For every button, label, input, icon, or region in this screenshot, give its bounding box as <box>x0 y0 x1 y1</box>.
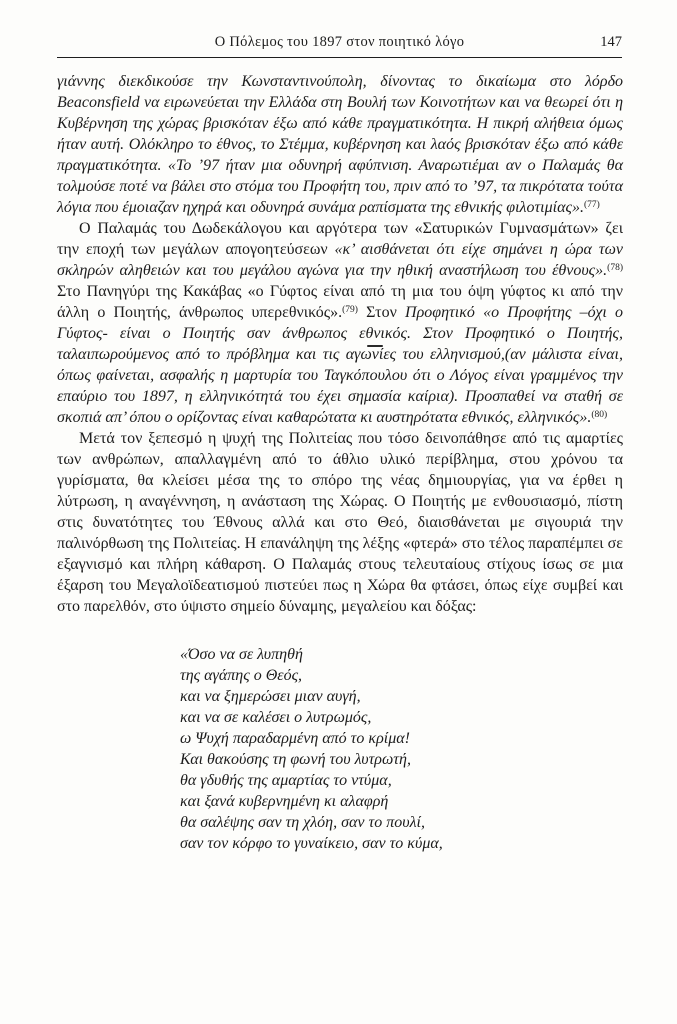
footnote-ref: (78) <box>607 263 623 273</box>
text-run: γιάννης διεκδικούσε την Κωνσταντινούπολη, δίνοντας το δικαίωμα στο λόρδο Beaconsfield να ειρωνεύεται την Ελλάδα στη Βουλή των Κοινοτήτων και να θεωρεί ότι η Κυβέρνηση της χώρας βρισκόταν έξω από κάθε πραγματικότητα. Η πικρή αλήθεια όμως ήταν αυτή. Ολόκληρο το έθνος, το Στέμμα, κυβέρνηση και λαός βρισκόταν έξω από κάθε πραγματικότητα. «Το ’97 ήταν μια οδυνηρή αφύπνιση. Αναρωτιέμαι αν ο Παλαμάς θα τολμούσε ποτέ να βάλει στο στόμα του Προφήτη του, πριν από το ’97, τα πικρότατα τούτα λόγια που έμοιαζαν ηχηρά και οδυνηρά συνάμα ραπίσματα της εθνικής φιλοτιμίας». <box>57 73 623 216</box>
text-run: «κ’ αισθάνεται ότι είχε σημάνει η ώρα των σκληρών αληθειών και του μεγάλου αγώνα για την ηθική αναστήλωση του έθνους». <box>57 241 624 279</box>
poem-line: της αγάπης ο Θεός, <box>180 667 303 684</box>
text-run: Προφητικό «ο Προφήτης –όχι ο Γύφτος- είναι ο Ποιητής σαν άνθρωπος εθνικός. Στον Προφητικό ο Ποιητής, ταλαιπωρούμενος από το πρόβλημα και τις αγωνίες του ελληνισμού,(αν μάλιστα είναι, όπως φαίνεται, ασφαλής η μαρτυρία του Ταγκόπουλου ότι ο Λόγος είναι γραμμένος την επαύριο του 1897, η ελληνικότητά του έχει σημασία καίρια). Προσπαθεί να σταθή σε σκοπιά απ’ όπου ο ορίζοντας είναι καθαρώτατα κι αυστηρότατα εθνικός, ελληνικός». <box>57 304 624 426</box>
text-run: Στον <box>357 304 406 321</box>
poem-line: ω Ψυχή παραδαρμένη από το κρίμα! <box>180 730 410 747</box>
text-run: Στο Πανηγύρι της Κακάβας «ο Γύφτος είναι από τη μια του όψη γύφτος κι από την άλλη ο Ποιητής, άνθρωπος υπερεθνικός». <box>57 283 623 321</box>
body-text <box>57 71 623 617</box>
text-run: Μετά τον ξεπεσμό η ψυχή της Πολιτείας που τόσο δεινοπάθησε από τις αμαρτίες των ανθρώπων, απαλλαγμένη από το άθλιο υλικό περίβλημα, στου χρόνου τα γυρίσματα, θα κλείσει μέσα της το σπόρο της νέας δημιουργίας, για να έρθει η λύτρωση, η αναγέννηση, η ανάσταση της Χώρας. Ο Ποιητής με ενθουσιασμό, πίστη στις δυνατότητες του Έθνους αλλά και στο Θεό, διαισθάνεται με σιγουριά την παλινόρθωση της Πολιτείας. Η επανάληψη της λέξης «φτερά» στο τέλος παραπέμπει σε εξαγνισμό και πλήρη κάθαρση. Ο Παλαμάς στους τελευταίους στίχους ίσως σε μια έξαρση του Μεγαλοϊδεατισμού πιστεύει πως η Χώρα θα φτάσει, όπως είχε συμβεί και στο παρελθόν, στο ύψιστο σημείο δύναμης, μεγαλείου και δόξας: <box>57 430 623 615</box>
poem-line: και να σε καλέσει ο λυτρωμός, <box>180 709 372 726</box>
poem-line: και να ξημερώσει μιαν αυγή, <box>180 688 361 705</box>
footnote-ref: (79) <box>342 305 358 315</box>
poem-line: «Όσο να σε λυπηθή <box>180 646 303 663</box>
page-number: 147 <box>600 34 622 50</box>
footnote-ref: (80) <box>591 410 608 420</box>
poem-line: σαν τον κόρφο το γυναίκειο, σαν το κύμα, <box>180 835 443 852</box>
poem-line: θα γδυθής της αμαρτίας το ντύμα, <box>180 772 392 789</box>
running-header <box>57 34 622 54</box>
header-rule <box>57 57 622 58</box>
poem-line: και ξανά κυβερνημένη κι αλαφρή <box>180 793 389 810</box>
paragraph <box>57 428 623 617</box>
poem <box>180 644 623 854</box>
paragraph <box>57 218 623 428</box>
text-run: Ο Παλαμάς του Δωδεκάλογου και αργότερα των «Σατυρικών Γυμνασμάτων» ζει την εποχή των μεγάλων απογοητεύσεων <box>57 220 623 258</box>
poem-line: Και θακούσης τη φωνή του λυτρωτή, <box>180 751 411 768</box>
page-content <box>57 71 623 854</box>
footnote-ref: (77) <box>583 200 600 210</box>
paragraph <box>57 71 623 218</box>
poem-line: θα σαλέψης σαν τη χλόη, σαν το πουλί, <box>180 814 425 831</box>
header-title: Ο Πόλεμος του 1897 στον ποιητικό λόγο <box>214 34 465 50</box>
